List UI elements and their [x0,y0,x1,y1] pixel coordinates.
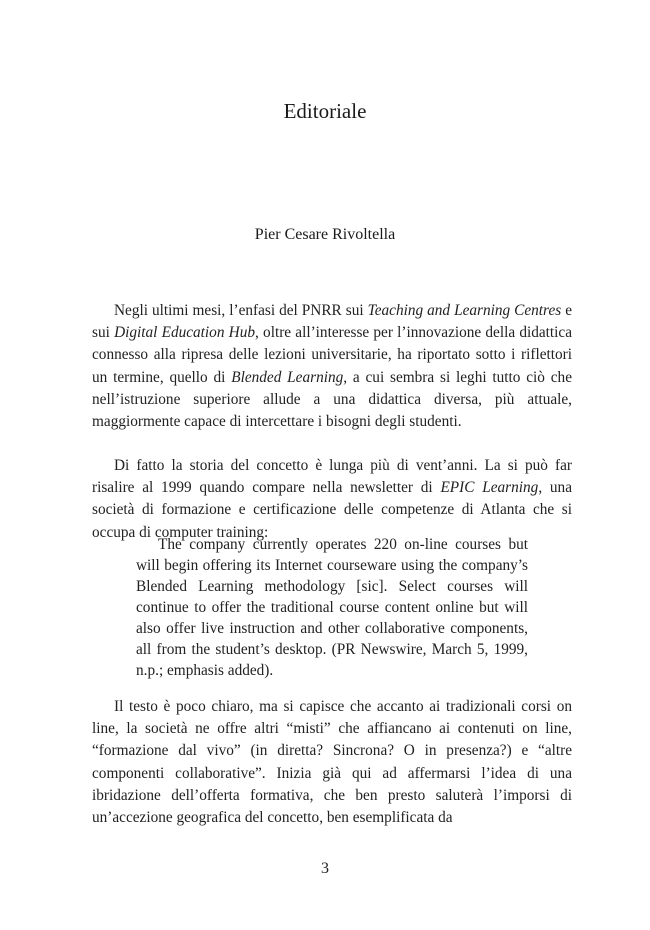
paragraph-2-italic-epic-learning: EPIC Learning [440,479,539,497]
paragraph-1-italic-digital-hub: Digital Education Hub [114,324,256,342]
chapter-title: Editoriale [283,99,367,123]
page-number: 3 [321,860,329,877]
paragraph-1-text-a: Negli ultimi mesi, l’enfasi del PNRR sui [114,302,368,319]
paragraph-1-italic-blended-learning: Blended Learning [231,368,344,386]
paragraph-1-italic-teaching-centres: Teaching and Learning Centres [367,302,562,319]
paragraph-2-text-b: , una società di formazione e certificazione delle competenze di Atlanta che si occupa di computer training: [92,479,572,541]
paragraph-1-text-b: e sui [92,302,572,342]
paragraph-3 [92,696,572,829]
paragraph-3-text: Il testo è poco chiaro, ma si capisce che accanto ai tradizionali corsi on line, la società ne offre altri “misti” che affiancano ai contenuti on line, “formazione dal vivo” (in diretta? Sincrona? O in presenza?) e “altre componenti collaborative”. Inizia già qui ad affermarsi l’idea di una ibridazione dell’offerta formativa, che ben presto saluterà l’imporsi di un’accezione geografica del concetto, ben esemplificata da [92,698,572,827]
paragraph-1 [92,300,572,433]
block-quote: The company currently operates 220 on-line courses but will begin offering its Internet courseware using the company’s Blended Learning methodology [sic]. Select courses will continue to offer the traditional course content online but will also offer live instruction and other collaborative components, all from the student’s desktop. (PR Newswire, March 5, 1999, n.p.; emphasis added). [136,536,528,679]
paragraph-2 [92,455,572,544]
paragraph-2-text-a: Di fatto la storia del concetto è lunga più di vent’anni. La si può far risalire al 1999 quando compare nella newsletter di [92,457,572,497]
paragraph-1-text-c: , oltre all’interesse per l’innovazione della didattica connesso alla ripresa delle lezioni universitarie, ha riportato sotto i riflettori un termine, quello di [92,324,572,386]
paragraph-1-text-d: , a cui sembra si leghi tutto ciò che nell’istruzione superiore allude a una didattica diversa, più attuale, maggiormente capace di intercettare i bisogni degli studenti. [92,368,572,431]
author-name: Pier Cesare Rivoltella [254,226,396,243]
